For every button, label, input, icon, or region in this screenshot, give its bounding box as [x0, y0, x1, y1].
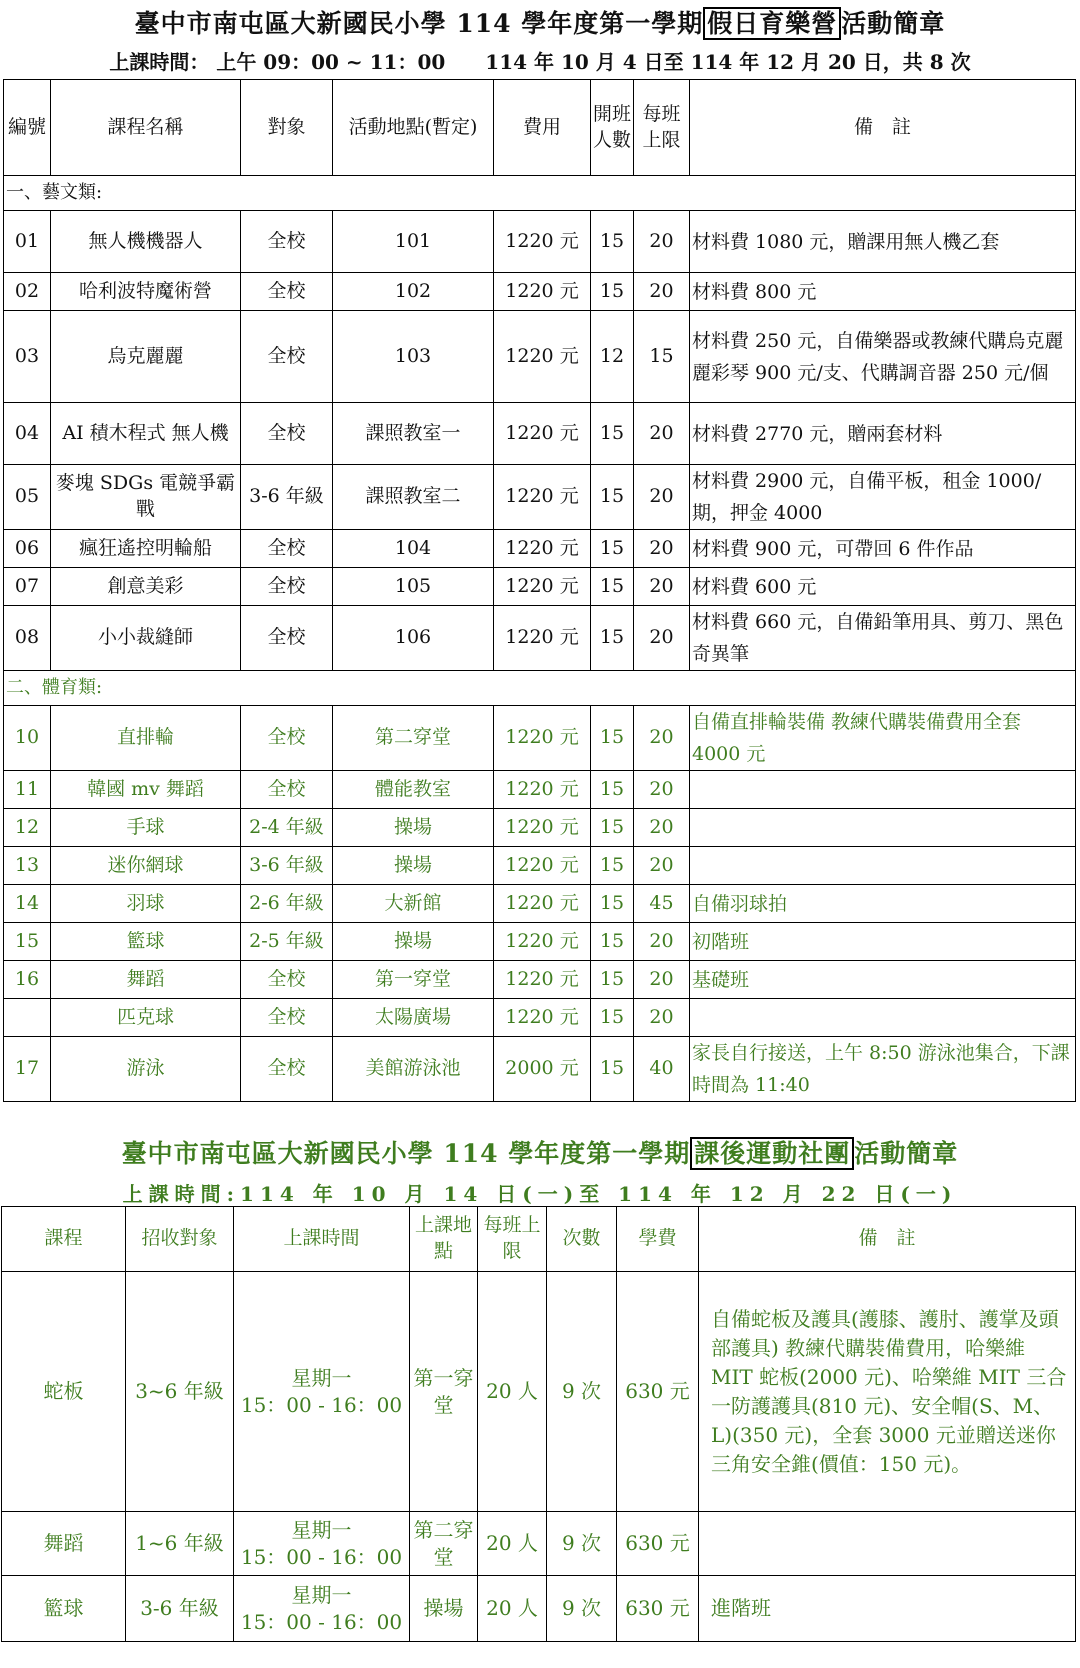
- table-cell: 課照教室二: [333, 465, 494, 530]
- table-cell: 2-5 年級: [241, 923, 333, 961]
- table-cell: [690, 999, 1076, 1037]
- table-cell: 9 次: [547, 1272, 617, 1512]
- page-title: [0, 4, 1080, 40]
- table-row: [4, 961, 1076, 999]
- table-cell: 02: [4, 273, 51, 311]
- table-cell: 1220 元: [494, 809, 591, 847]
- table-cell: 11: [4, 771, 51, 809]
- time-range: 15：00 - 16：00: [240, 1609, 403, 1634]
- table-cell: 106: [333, 606, 494, 671]
- table-cell: 第二穿堂: [333, 706, 494, 771]
- table-cell: 蛇板: [2, 1272, 126, 1512]
- table-cell: 104: [333, 530, 494, 568]
- table-row: [4, 885, 1076, 923]
- table-cell: 10: [4, 706, 51, 771]
- table-cell: 全校: [241, 771, 333, 809]
- header-cell: 費用: [494, 80, 591, 176]
- header-cell: 次數: [547, 1207, 617, 1272]
- table-cell: 15: [591, 706, 634, 771]
- table-cell: 自備蛇板及護具(護膝、護肘、護掌及頭部護具) 教練代購裝備費用，哈樂維 MIT 蛇板(2000 元)、哈樂維 MIT 三合一防護護具(810 元)、安全帽(S、M、L)(350 元)，全套 3000 元並贈送迷你三角安全錐(價值：150 元)。: [699, 1272, 1076, 1512]
- table-cell: 全校: [241, 273, 333, 311]
- title-prefix: 臺中市南屯區大新國民小學 114 學年度第一學期: [121, 1139, 691, 1168]
- table-row: [4, 273, 1076, 311]
- table-cell: 舞蹈: [51, 961, 241, 999]
- title-suffix: 活動簡章: [841, 9, 946, 38]
- table-cell: [690, 847, 1076, 885]
- header-cell: 編號: [4, 80, 51, 176]
- table-cell: 20: [634, 403, 690, 465]
- table-cell: 1220 元: [494, 530, 591, 568]
- table-cell: 20 人: [478, 1512, 547, 1576]
- table-cell: 07: [4, 568, 51, 606]
- table-cell: 初階班: [690, 923, 1076, 961]
- time-cell: [234, 1576, 410, 1642]
- table-cell: 20: [634, 847, 690, 885]
- table-cell: 材料費 1080 元，贈課用無人機乙套: [690, 211, 1076, 273]
- table-row: [4, 403, 1076, 465]
- table-row: [4, 568, 1076, 606]
- table-cell: 1220 元: [494, 771, 591, 809]
- table-row: [4, 311, 1076, 403]
- header-cell: 課程名稱: [51, 80, 241, 176]
- table-row: [2, 1576, 1076, 1642]
- table-cell: 麥塊 SDGs 電競爭霸戰: [51, 465, 241, 530]
- table-cell: 太陽廣場: [333, 999, 494, 1037]
- table-cell: 1220 元: [494, 923, 591, 961]
- title-boxed: 課後運動社團: [690, 1137, 854, 1170]
- table-cell: 20: [634, 961, 690, 999]
- time-day: 星期一: [291, 1365, 352, 1390]
- table-cell: 20 人: [478, 1576, 547, 1642]
- table-cell: 1220 元: [494, 847, 591, 885]
- table-cell: 第一穿堂: [333, 961, 494, 999]
- table-cell: 15: [591, 923, 634, 961]
- title-prefix: 臺中市南屯區大新國民小學 114 學年度第一學期: [134, 9, 704, 38]
- table-body: [2, 1272, 1076, 1642]
- table-cell: 20: [634, 465, 690, 530]
- table-cell: 06: [4, 530, 51, 568]
- header-cell: 每班上限: [634, 80, 690, 176]
- table-cell: 2000 元: [494, 1037, 591, 1102]
- table-cell: 1220 元: [494, 606, 591, 671]
- table-row: [4, 606, 1076, 671]
- table-cell: [690, 771, 1076, 809]
- table-cell: 16: [4, 961, 51, 999]
- table-cell: 15: [591, 885, 634, 923]
- table-cell: 創意美彩: [51, 568, 241, 606]
- table-cell: 20: [634, 771, 690, 809]
- table-cell: 15: [591, 211, 634, 273]
- table-cell: 15: [591, 999, 634, 1037]
- table-cell: 手球: [51, 809, 241, 847]
- table-cell: 籃球: [51, 923, 241, 961]
- table-cell: 全校: [241, 530, 333, 568]
- table-cell: 1220 元: [494, 706, 591, 771]
- table-cell: 1220 元: [494, 999, 591, 1037]
- table-cell: 操場: [410, 1576, 478, 1642]
- table-cell: 大新館: [333, 885, 494, 923]
- table-cell: 美館游泳池: [333, 1037, 494, 1102]
- table-cell: 20: [634, 923, 690, 961]
- time-cell: [234, 1272, 410, 1512]
- table-cell: 15: [591, 273, 634, 311]
- table-cell: 全校: [241, 311, 333, 403]
- table-cell: 1220 元: [494, 273, 591, 311]
- category-label: 二、體育類:: [4, 671, 1076, 706]
- table-cell: 全校: [241, 568, 333, 606]
- table-cell: 1220 元: [494, 961, 591, 999]
- table-cell: 舞蹈: [2, 1512, 126, 1576]
- table-cell: 15: [634, 311, 690, 403]
- table-cell: 20: [634, 809, 690, 847]
- category-row: [4, 671, 1076, 706]
- table-cell: 材料費 250 元，自備樂器或教練代購烏克麗麗彩琴 900 元/支、代購調音器 250 元/個: [690, 311, 1076, 403]
- table-cell: 105: [333, 568, 494, 606]
- table-cell: 游泳: [51, 1037, 241, 1102]
- table-cell: 韓國 mv 舞蹈: [51, 771, 241, 809]
- table-row: [4, 465, 1076, 530]
- table-cell: 15: [591, 568, 634, 606]
- class-time-line: 上課時間： 上午 09：00 ~ 11：00 114 年 10 月 4 日至 114 年 12 月 20 日，共 8 次: [109, 50, 971, 74]
- table-cell: 15: [591, 809, 634, 847]
- table-cell: 15: [591, 606, 634, 671]
- time-range: 15：00 - 16：00: [240, 1392, 403, 1417]
- table-cell: 材料費 660 元，自備鉛筆用具、剪刀、黑色奇異筆: [690, 606, 1076, 671]
- table-cell: 自備直排輪裝備 教練代購裝備費用全套 4000 元: [690, 706, 1076, 771]
- table-cell: 家長自行接送，上午 8:50 游泳池集合，下課時間為 11:40: [690, 1037, 1076, 1102]
- table-cell: 15: [591, 847, 634, 885]
- table-cell: 體能教室: [333, 771, 494, 809]
- title-suffix: 活動簡章: [854, 1139, 959, 1168]
- header-cell: 備 註: [690, 80, 1076, 176]
- table-cell: 04: [4, 403, 51, 465]
- table-cell: 操場: [333, 847, 494, 885]
- table-cell: 13: [4, 847, 51, 885]
- table-cell: 基礎班: [690, 961, 1076, 999]
- table-cell: 08: [4, 606, 51, 671]
- table-cell: 迷你網球: [51, 847, 241, 885]
- table-header-row: [4, 80, 1076, 176]
- table-cell: 20: [634, 568, 690, 606]
- table-cell: 全校: [241, 706, 333, 771]
- table-cell: 103: [333, 311, 494, 403]
- table-cell: 20: [634, 706, 690, 771]
- table-row: [4, 771, 1076, 809]
- table-cell: 哈利波特魔術營: [51, 273, 241, 311]
- table-header-row: [2, 1207, 1076, 1272]
- table-cell: 15: [591, 530, 634, 568]
- table-cell: 15: [591, 961, 634, 999]
- afterschool-table: [1, 1206, 1076, 1642]
- table-cell: 全校: [241, 961, 333, 999]
- table-cell: 1220 元: [494, 885, 591, 923]
- table-cell: 自備羽球拍: [690, 885, 1076, 923]
- table-cell: 進階班: [699, 1576, 1076, 1642]
- header-cell: 對象: [241, 80, 333, 176]
- header-cell: 備 註: [699, 1207, 1076, 1272]
- table-row: [4, 1037, 1076, 1102]
- table-cell: 1220 元: [494, 211, 591, 273]
- table-cell: 全校: [241, 999, 333, 1037]
- table-cell: 45: [634, 885, 690, 923]
- table-cell: 20: [634, 606, 690, 671]
- table-cell: 材料費 2900 元，自備平板，租金 1000/期，押金 4000: [690, 465, 1076, 530]
- header-cell: 活動地點(暫定): [333, 80, 494, 176]
- table-row: [4, 706, 1076, 771]
- table-cell: 小小裁縫師: [51, 606, 241, 671]
- table-cell: 無人機機器人: [51, 211, 241, 273]
- table-cell: 20: [634, 211, 690, 273]
- time-day: 星期一: [291, 1582, 352, 1607]
- table-row: [2, 1512, 1076, 1576]
- table-cell: 全校: [241, 1037, 333, 1102]
- header-cell: 上課地點: [410, 1207, 478, 1272]
- table-cell: 630 元: [617, 1512, 699, 1576]
- table-cell: 烏克麗麗: [51, 311, 241, 403]
- table-cell: 籃球: [2, 1576, 126, 1642]
- table-cell: 9 次: [547, 1576, 617, 1642]
- table-cell: 630 元: [617, 1576, 699, 1642]
- table-row: [2, 1272, 1076, 1512]
- table-cell: 12: [591, 311, 634, 403]
- table-cell: 第二穿堂: [410, 1512, 478, 1576]
- table-cell: 1220 元: [494, 311, 591, 403]
- table-cell: 課照教室一: [333, 403, 494, 465]
- header-cell: 課程: [2, 1207, 126, 1272]
- table-cell: 2-4 年級: [241, 809, 333, 847]
- table-row: [4, 530, 1076, 568]
- table-cell: 1220 元: [494, 403, 591, 465]
- table-cell: 15: [591, 465, 634, 530]
- table-cell: AI 積木程式 無人機: [51, 403, 241, 465]
- table-cell: 1~6 年級: [126, 1512, 234, 1576]
- time-cell: [234, 1512, 410, 1576]
- table-cell: [4, 999, 51, 1037]
- table-cell: 全校: [241, 211, 333, 273]
- table-cell: 材料費 600 元: [690, 568, 1076, 606]
- table-cell: 01: [4, 211, 51, 273]
- table-cell: 14: [4, 885, 51, 923]
- table-cell: 05: [4, 465, 51, 530]
- table-cell: 1220 元: [494, 568, 591, 606]
- table-cell: 操場: [333, 923, 494, 961]
- table-cell: 3-6 年級: [241, 847, 333, 885]
- header-cell: 上課時間: [234, 1207, 410, 1272]
- header-cell: 開班人數: [591, 80, 634, 176]
- holiday-camp-table: [3, 79, 1076, 1102]
- table-cell: 40: [634, 1037, 690, 1102]
- table-cell: 20 人: [478, 1272, 547, 1512]
- section2-time-line: 上課時間:114 年 10 月 14 日(一)至 114 年 12 月 22 日(一): [122, 1182, 958, 1206]
- table-cell: 20: [634, 530, 690, 568]
- table-cell: 瘋狂遙控明輪船: [51, 530, 241, 568]
- table-cell: 全校: [241, 403, 333, 465]
- table-cell: 直排輪: [51, 706, 241, 771]
- table-cell: 全校: [241, 606, 333, 671]
- table-cell: 20: [634, 999, 690, 1037]
- table-row: [4, 847, 1076, 885]
- table-cell: 15: [4, 923, 51, 961]
- table-cell: 101: [333, 211, 494, 273]
- table-cell: 17: [4, 1037, 51, 1102]
- table-cell: 材料費 900 元，可帶回 6 件作品: [690, 530, 1076, 568]
- table-cell: 3~6 年級: [126, 1272, 234, 1512]
- table-cell: 2-6 年級: [241, 885, 333, 923]
- table-cell: 第一穿堂: [410, 1272, 478, 1512]
- table-row: [4, 809, 1076, 847]
- section2-title: [0, 1134, 1080, 1170]
- table-cell: 12: [4, 809, 51, 847]
- table-cell: 9 次: [547, 1512, 617, 1576]
- time-day: 星期一: [291, 1517, 352, 1542]
- table-row: [4, 923, 1076, 961]
- table-cell: 羽球: [51, 885, 241, 923]
- category-row: [4, 176, 1076, 211]
- table-cell: 102: [333, 273, 494, 311]
- header-cell: 招收對象: [126, 1207, 234, 1272]
- table-cell: 操場: [333, 809, 494, 847]
- table-cell: 15: [591, 1037, 634, 1102]
- category-label: 一、藝文類:: [4, 176, 1076, 211]
- title-boxed: 假日育樂營: [703, 7, 841, 40]
- table-row: [4, 999, 1076, 1037]
- table-row: [4, 211, 1076, 273]
- table-cell: 3-6 年級: [241, 465, 333, 530]
- table-cell: 15: [591, 403, 634, 465]
- table-cell: 03: [4, 311, 51, 403]
- time-range: 15：00 - 16：00: [240, 1544, 403, 1569]
- table-cell: [699, 1512, 1076, 1576]
- table-cell: 材料費 2770 元，贈兩套材料: [690, 403, 1076, 465]
- table-cell: 1220 元: [494, 465, 591, 530]
- table-cell: [690, 809, 1076, 847]
- table-cell: 20: [634, 273, 690, 311]
- table-body: [4, 176, 1076, 1102]
- table-cell: 3-6 年級: [126, 1576, 234, 1642]
- table-cell: 630 元: [617, 1272, 699, 1512]
- header-cell: 每班上限: [478, 1207, 547, 1272]
- table-cell: 匹克球: [51, 999, 241, 1037]
- table-cell: 15: [591, 771, 634, 809]
- header-cell: 學費: [617, 1207, 699, 1272]
- table-cell: 材料費 800 元: [690, 273, 1076, 311]
